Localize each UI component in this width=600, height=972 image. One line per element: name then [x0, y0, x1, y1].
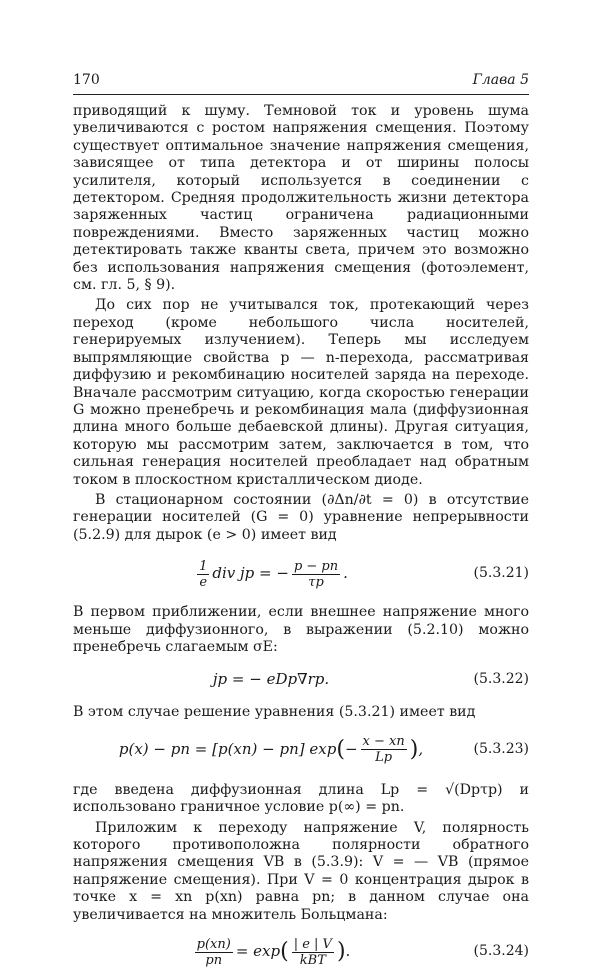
equation-5-3-23: [73, 730, 529, 770]
equation-formula: $\frac{1}{e}$ div jp = − $\frac{p - pn}{\tau p}$ .: [199, 558, 348, 590]
fraction: $\frac{p - pn}{\tau p}$: [293, 558, 339, 590]
equation-formula: $\frac{p(xn)}{pn}$ = exp ( $\frac{| e | V}{\text{kBT}}$ ) .: [196, 936, 351, 968]
paragraph-4: В первом приближении, если внешнее напряжение много меньше диффузионного, в выражении (5.2.10) можно пренебречь слагаемым σE:: [73, 604, 529, 655]
header-rule: [73, 94, 529, 95]
page-body: [73, 103, 529, 972]
equation-number: (5.3.23): [473, 741, 529, 758]
paragraph-1: приводящий к шуму. Темновой ток и уровень шума увеличиваются с ростом напряжения смещения. Поэтому существует оптимальное значение напряжения смещения, зависящее от типа детектора и от ширины полосы усилителя, который используется в соединении с детектором. Средняя продолжительность жизни детектора заряженных частиц ограничена радиационными повреждениями. Вместо заряженных частиц можно детектировать также кванты света, причем это возможно без использования напряжения смещения (фотоэлемент, см. гл. 5, § 9).: [73, 103, 529, 294]
page-header: [73, 72, 529, 90]
equation-5-3-21: [73, 554, 529, 594]
equation-formula: p(x) − pn = [p(xn) − pn] exp ( − $\frac{x - xn}{Lp}$ ) ,: [118, 734, 424, 766]
paragraph-3: В стационарном состоянии (∂Δn/∂t = 0) в отсутствие генерации носителей (G = 0) уравнение непрерывности (5.2.9) для дырок (e > 0) имеет вид: [73, 491, 529, 543]
paragraph-7: Приложим к переходу напряжение V, полярность которого противоположна полярности обратного напряжения смещения VB в (5.3.9): V = — VB (прямое напряжение смещения). При V = 0 концентрация дырок в точке x = xn p(xn) равна pn; в данном случае она увеличивается на множитель Больцмана:: [73, 819, 529, 923]
paragraph-5: В этом случае решение уравнения (5.3.21) имеет вид: [73, 704, 476, 721]
equation-formula: jp = − eDp∇rp.: [212, 669, 330, 688]
equation-5-3-22: [73, 662, 529, 696]
equation-number: (5.3.24): [473, 943, 529, 960]
fraction: $\frac{x - xn}{Lp}$: [362, 734, 405, 766]
chapter-title: Глава 5: [472, 72, 529, 88]
fraction: $\frac{| e | V}{\text{kBT}}$: [293, 936, 332, 968]
equation-number: (5.3.21): [473, 565, 529, 582]
equation-5-3-24: [73, 932, 529, 972]
equation-number: (5.3.22): [473, 670, 529, 687]
fraction: $\frac{1}{e}$: [199, 558, 208, 590]
paragraph-2: До сих пор не учитывался ток, протекающий через переход (кроме небольшого числа носителей, генерируемых излучением). Теперь мы исследуем выпрямляющие свойства p — n-перехода, рассматривая диффузию и рекомбинацию носителей заряда на переходе. Вначале рассмотрим ситуацию, когда скоростью генерации G можно пренебречь и рекомбинация мала (диффузионная длина много больше дебаевской длины). Другая ситуация, которую мы рассмотрим затем, заключается в том, что сильная генерация носителей преобладает над обратным током в плоскостном кристаллическом диоде.: [73, 297, 529, 488]
paragraph-6: где введена диффузионная длина Lp = √(Dpτp) и использовано граничное условие p(∞) = pn.: [73, 781, 529, 816]
page-number: 170: [73, 72, 100, 88]
fraction: $\frac{p(xn)}{pn}$: [196, 936, 231, 968]
